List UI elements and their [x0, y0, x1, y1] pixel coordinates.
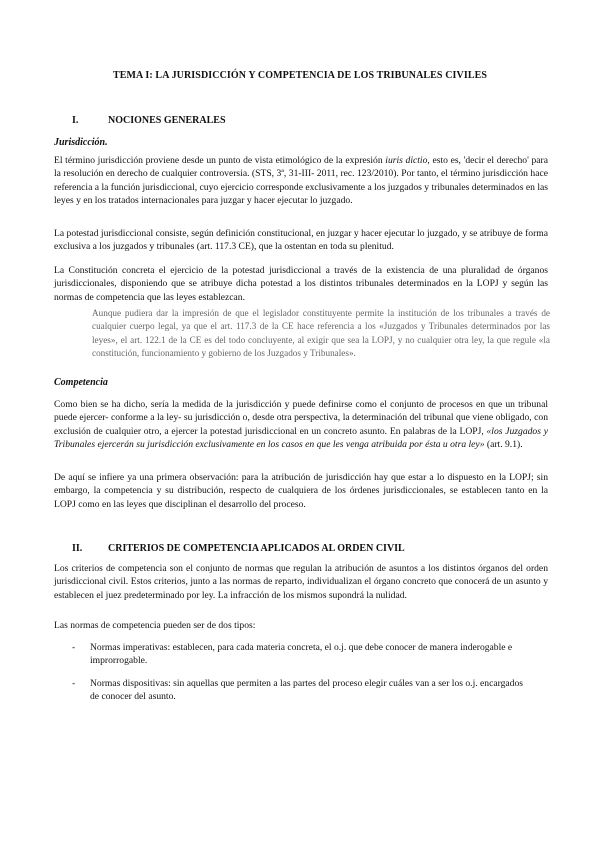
quote-block: Aunque pudiera dar la impresión de que el legislador constituyente permite la institución de los tribunales a través de cualquier cuerpo legal, ya que el art. 117.3 de la CE hace referencia a los «Juzgados y Tribunales determinados por las leyes», el art. 122.1 de la CE es del todo concluyente, al exigir que sea la LOPJ, y no cualquier otra ley, la que regule «la constitución, funcionamiento y gobierno de los Juzgados y Tribunales».	[92, 308, 550, 358]
paragraph-text: Como bien se ha dicho, sería la medida de la jurisdicción y puede definirse como el conjunto de procesos en que un tribunal puede ejercer- conforme a la ley- su jurisdicción o, desde otra perspectiva, la determinación del tribunal que viene obligado, con exclusión de cualquier otro, a ejercer la potestad jurisdiccional en un concreto asunto. En palabras de la LOPJ,	[54, 399, 548, 437]
paragraph-italic-text: «los Juzgados y Tribunales ejercerán su jurisdicción exclusivamente en los casos en que les venga atribuida por ésta u otra ley»	[54, 425, 548, 450]
subheading-competencia: Competencia	[54, 377, 108, 388]
paragraph-criterios: Los criterios de competencia son el conjunto de normas que regulan la atribución de asuntos a los distintos órganos del orden jurisdiccional civil. Estos criterios, junto a las normas de reparto, individualizan el órgano concreto que conocerá de un asunto y establecen el juez predeterminado por ley. La infracción de los mismos supondrá la nulidad.	[54, 563, 548, 601]
section-1-title: NOCIONES GENERALES	[108, 115, 226, 126]
list-item-text: Normas imperativas: establecen, para cada materia concreta, el o.j. que debe conocer de manera inderogable e improrrogable.	[90, 642, 513, 667]
paragraph-jurisdiccion-definition	[54, 154, 548, 207]
section-1-heading	[72, 115, 226, 126]
paragraph-tipos: Las normas de competencia pueden ser de dos tipos:	[54, 620, 256, 631]
bullet-dash: -	[72, 642, 76, 653]
paragraph-constitucion: La Constitución concreta el ejercicio de la potestad jurisdiccional a través de la existencia de una pluralidad de órganos jurisdiccionales, disponiendo que se atribuye dicha potestad a los distintos tribunales determinados en la LOPJ y según las normas de competencia que las leyes establezcan.	[54, 265, 548, 303]
subheading-jurisdiccion: Jurisdicción.	[54, 137, 108, 148]
paragraph-text: (art. 9.1).	[484, 438, 523, 450]
section-2-title: CRITERIOS DE COMPETENCIA APLICADOS AL ORDEN CIVIL	[108, 543, 405, 554]
bullet-dash: -	[72, 678, 76, 689]
list-item-text: Normas dispositivas: sin aquellas que permiten a las partes del proceso elegir cuáles van a ser los o.j. encargados de conocer del asunto.	[90, 678, 524, 703]
paragraph-potestad: La potestad jurisdiccional consiste, según definición constitucional, en juzgar y hacer ejecutar lo juzgado, y se atribuye de forma exclusiva a los juzgados y tribunales (art. 117.3 CE), que la ostentan en toda su plenitud.	[54, 228, 548, 253]
document-title: TEMA I: LA JURISDICCIÓN Y COMPETENCIA DE LOS TRIBUNALES CIVILES	[112, 70, 488, 81]
section-2-number: II.	[72, 543, 83, 554]
paragraph-competencia	[54, 398, 548, 451]
paragraph-observacion: De aquí se infiere ya una primera observación: para la atribución de jurisdicción hay que estar a lo dispuesto en la LOPJ; sin embargo, la competencia y su distribución, respecto de cualquiera de los órdenes jurisdiccionales, se establecen tanto en la LOPJ como en las leyes que disciplinan el desarrollo del proceso.	[54, 472, 548, 510]
paragraph-italic-text: iuris dictio	[385, 155, 428, 166]
section-2-heading	[72, 543, 405, 554]
section-1-number: I.	[72, 115, 79, 126]
paragraph-text: El término jurisdicción proviene desde un punto de vista etimológico de la expresión	[54, 155, 386, 166]
paragraph-text: , esto es, 'decir el derecho' para la resolución en derecho de cualquier controversia. (STS, 3ª, 31-III- 2011, rec. 123/2010). Por tanto, el término jurisdicción hace referencia a la función jurisdiccional, cuyo ejercicio corresponde exclusivamente a los juzgados y tribunales determinados en las leyes y en los tratados internacionales para juzgar y hacer ejecutar lo juzgado.	[54, 155, 548, 206]
